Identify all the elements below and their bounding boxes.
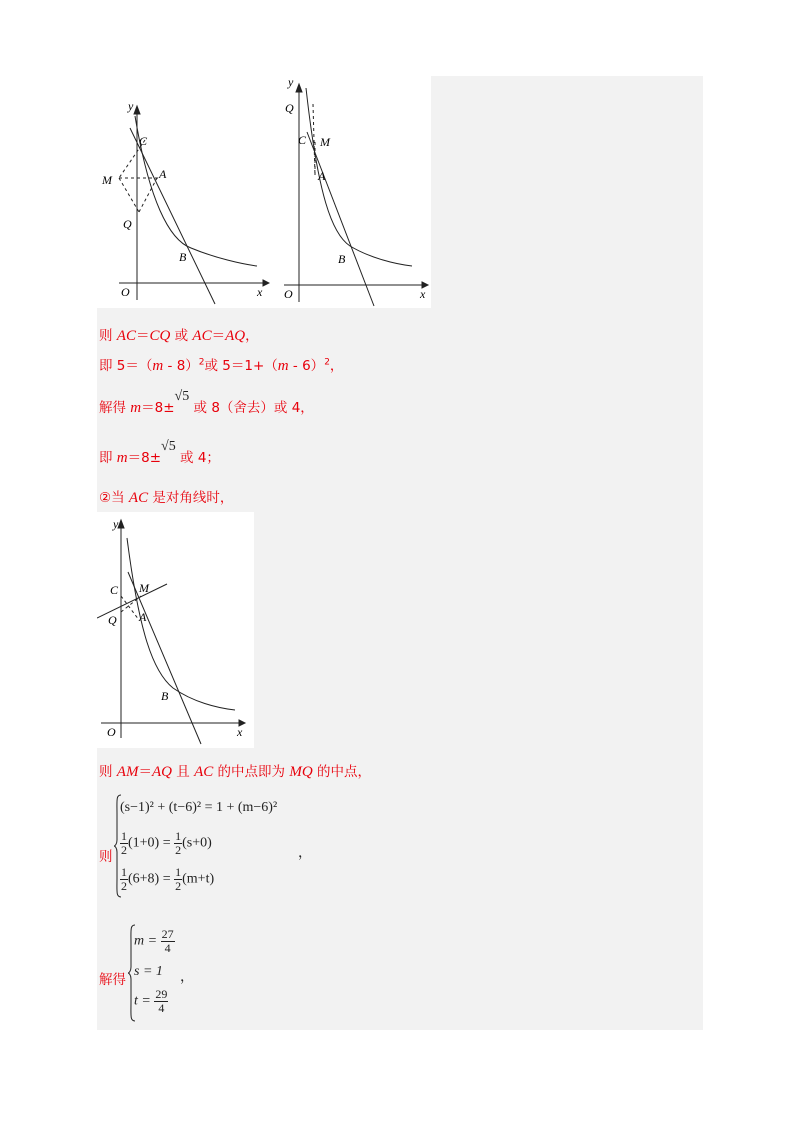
x-label: x [257,285,263,299]
text-line-4: 即 m＝8±√5 或 4； [99,439,220,466]
point-c-label: C [110,583,119,597]
system-1-eq-1: (s−1)² + (t−6)² = 1 + (m−6)² [120,800,278,815]
sqrt-5: √5 [174,389,190,404]
half-fraction: $\frac{1}{2}$ [121,829,127,857]
point-a-label: A [159,167,167,181]
system-2-comma: ， [180,970,194,985]
point-m-label: M [320,135,330,149]
system-1-prefix: 则 [99,849,113,865]
point-q-label: Q [108,613,117,627]
point-m-label: M [139,581,149,595]
half-fraction: $\frac{1}{2}$ [175,865,182,893]
point-q-label: Q [123,217,132,231]
point-b-label: B [161,689,169,703]
blank-strip [97,76,270,100]
graph-3 [97,512,254,748]
origin-label: O [121,285,130,299]
origin-label: O [107,725,116,739]
point-q-label: Q [285,101,294,115]
text-line-3: 解得 m＝8±√5 或 8（舍去）或 4， [99,389,314,416]
y-label: y [113,517,119,531]
point-b-label: B [338,252,346,266]
system-2-prefix: 解得 [99,972,126,988]
graph-1 [97,100,270,308]
x-label: x [420,287,426,301]
point-a-label: A [139,610,147,624]
y-label: y [128,100,134,113]
half-fraction: $\frac{1}{2}$ [121,865,127,893]
solution-m: m = $\frac{27}{4}$ [134,927,174,955]
solution-s: s = 1 [134,964,163,979]
x-label: x [237,725,243,739]
graph-2 [270,76,431,308]
text-line-2: 即 5＝（m - 8）$^2$或 5＝1+（m - 6）$^2$， [99,357,344,374]
text-line-1: 则 AC＝CQ 或 AC＝AQ， [99,328,259,344]
origin-label: O [284,287,293,301]
system-1-eq-2: $\frac{1}{2}$ (1+0) = $\frac{1}{2}$ (s+0) [121,829,212,857]
solution-t: t = $\frac{29}{4}$ [134,987,168,1015]
text-line-6: 则 AM＝AQ 且 AC 的中点即为 MQ 的中点， [99,764,371,780]
system-1-comma: ， [298,846,312,861]
point-a-label: A [318,169,326,183]
point-b-label: B [179,250,187,264]
point-c-label: C [298,133,307,147]
point-c-label: C [139,134,148,148]
system-1-eq-3: $\frac{1}{2}$ (6+8) = $\frac{1}{2}$ (m+t) [121,865,215,893]
sqrt-5: √5 [161,439,176,454]
text-line-5: ②当 AC 是对角线时， [99,490,234,506]
half-fraction: $\frac{1}{2}$ [175,829,182,857]
y-label: y [288,76,294,89]
point-m-label: M [102,173,112,187]
